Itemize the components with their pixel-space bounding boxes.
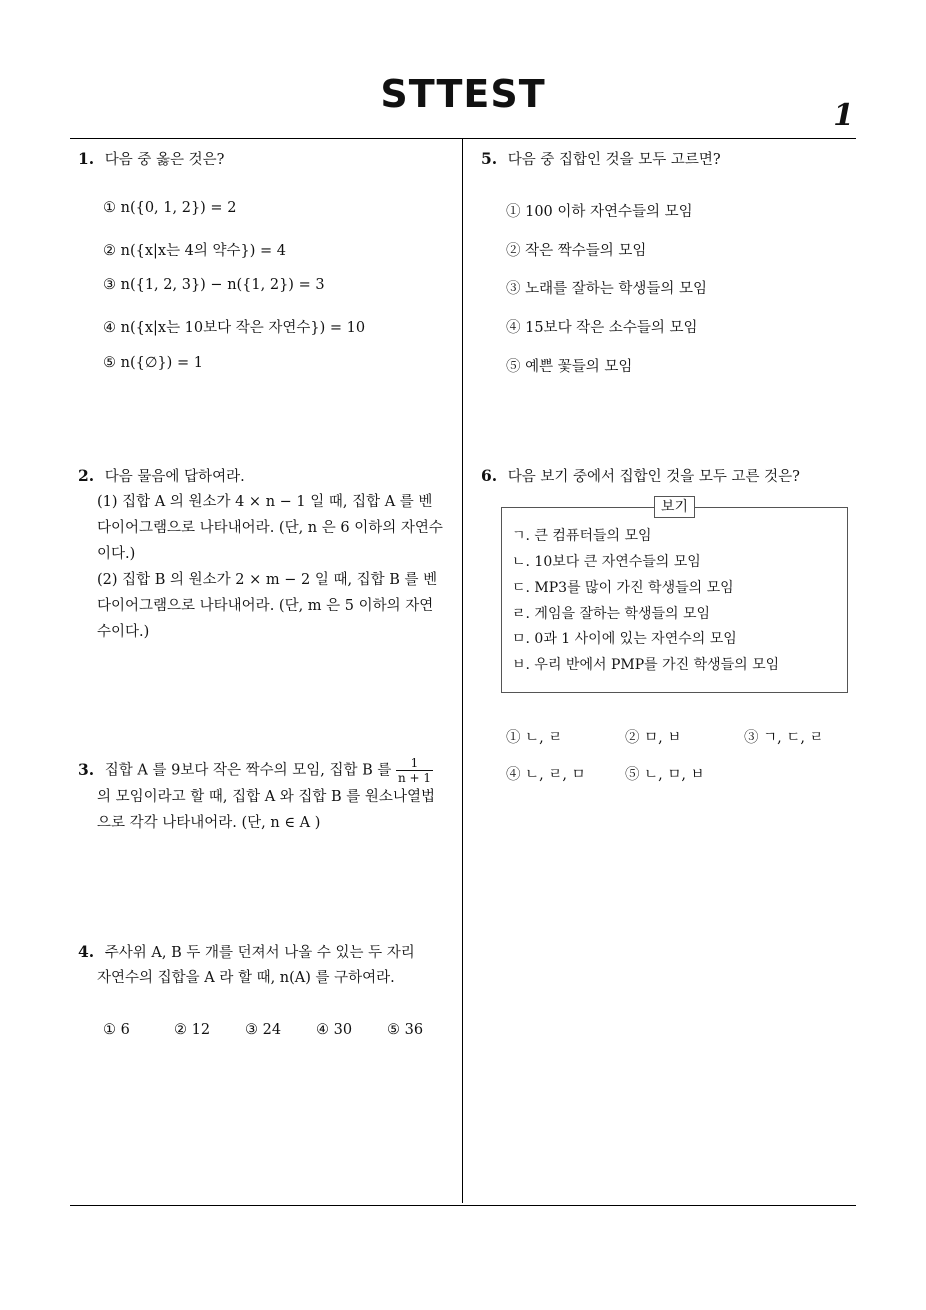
- q4-option-2[interactable]: ② 12: [174, 1022, 211, 1038]
- question-4-stem: [78, 939, 415, 966]
- example-item: ㄱ. 큰 컴퓨터들의 모임: [512, 528, 652, 544]
- body-line: 다이어그램으로 나타내어라. (단, n 은 6 이하의 자연수: [97, 520, 443, 536]
- body-line: 의 모임이라고 할 때, 집합 A 와 집합 B 를 원소나열법: [97, 789, 435, 805]
- example-item: ㅁ. 0과 1 사이에 있는 자연수의 모임: [512, 631, 737, 647]
- top-rule: [70, 138, 856, 139]
- q5-option-4[interactable]: ④ 15보다 작은 소수들의 모임: [506, 320, 698, 336]
- page-title: STTEST: [380, 72, 546, 116]
- fraction: [396, 756, 433, 785]
- q6-option-2[interactable]: ② ㅁ, ㅂ: [625, 730, 682, 746]
- bottom-rule: [70, 1205, 856, 1206]
- q4-option-3[interactable]: ③ 24: [245, 1022, 282, 1038]
- q1-option-2[interactable]: ② n({x|x는 4의 약수}) = 4: [103, 243, 287, 259]
- page-number: 1: [833, 98, 854, 133]
- question-6-stem: [481, 463, 800, 490]
- q6-option-1[interactable]: ① ㄴ, ㄹ: [506, 730, 563, 746]
- question-text: 주사위 A, B 두 개를 던져서 나올 수 있는 두 자리: [104, 945, 415, 961]
- body-line: 수이다.): [97, 624, 150, 640]
- example-box-label: 보기: [654, 496, 695, 518]
- q1-option-5[interactable]: ⑤ n({∅}) = 1: [103, 355, 203, 371]
- question-number: 1.: [78, 149, 95, 168]
- q5-option-3[interactable]: ③ 노래를 잘하는 학생들의 모임: [506, 281, 708, 297]
- q5-option-1[interactable]: ① 100 이하 자연수들의 모임: [506, 204, 693, 220]
- question-number: 5.: [481, 149, 498, 168]
- body-line: 으로 각각 나타내어라. (단, n ∈ A ): [97, 815, 321, 831]
- question-4-body: [97, 965, 457, 991]
- q4-option-1[interactable]: ① 6: [103, 1022, 130, 1038]
- q4-option-5[interactable]: ⑤ 36: [387, 1022, 424, 1038]
- question-3-stem: [78, 756, 433, 785]
- q6-option-4[interactable]: ④ ㄴ, ㄹ, ㅁ: [506, 767, 586, 783]
- body-line: 이다.): [97, 546, 136, 562]
- example-item: ㄹ. 게임을 잘하는 학생들의 모임: [512, 606, 711, 622]
- question-text: 다음 중 옳은 것은?: [104, 152, 225, 168]
- question-text: 다음 물음에 답하여라.: [104, 469, 245, 485]
- example-item: ㄷ. MP3를 많이 가진 학생들의 모임: [512, 580, 734, 596]
- question-3-body: [97, 784, 457, 836]
- body-line: 자연수의 집합을 A 라 할 때, n(A) 를 구하여라.: [97, 970, 395, 986]
- body-line: (2) 집합 B 의 원소가 2 × m − 2 일 때, 집합 B 를 벤: [97, 572, 438, 588]
- question-1-stem: [78, 146, 224, 173]
- question-number: 2.: [78, 466, 95, 485]
- example-item: ㄴ. 10보다 큰 자연수들의 모임: [512, 554, 701, 570]
- q1-option-3[interactable]: ③ n({1, 2, 3}) − n({1, 2}) = 3: [103, 277, 325, 293]
- question-5-stem: [481, 146, 721, 173]
- column-divider: [462, 139, 463, 1203]
- q4-option-4[interactable]: ④ 30: [316, 1022, 353, 1038]
- question-2-stem: [78, 463, 245, 490]
- q1-option-4[interactable]: ④ n({x|x는 10보다 작은 자연수}) = 10: [103, 320, 366, 336]
- question-2-body: [97, 489, 457, 645]
- body-line: (1) 집합 A 의 원소가 4 × n − 1 일 때, 집합 A 를 벤: [97, 494, 433, 510]
- question-number: 3.: [78, 759, 95, 779]
- q6-option-5[interactable]: ⑤ ㄴ, ㅁ, ㅂ: [625, 767, 705, 783]
- question-text: 다음 보기 중에서 집합인 것을 모두 고른 것은?: [507, 469, 800, 485]
- q5-option-5[interactable]: ⑤ 예쁜 꽃들의 모임: [506, 359, 633, 375]
- body-line: 다이어그램으로 나타내어라. (단, m 은 5 이하의 자연: [97, 598, 434, 614]
- fraction-numerator: 1: [396, 756, 433, 771]
- question-text: 집합 A 를 9보다 작은 짝수의 모임, 집합 B 를: [104, 762, 392, 779]
- q1-option-1[interactable]: ① n({0, 1, 2}) = 2: [103, 200, 237, 216]
- question-number: 6.: [481, 466, 498, 485]
- q5-option-2[interactable]: ② 작은 짝수들의 모임: [506, 243, 647, 259]
- example-item: ㅂ. 우리 반에서 PMP를 가진 학생들의 모임: [512, 657, 780, 673]
- fraction-denominator: n + 1: [397, 771, 432, 785]
- question-number: 4.: [78, 942, 95, 961]
- q6-option-3[interactable]: ③ ㄱ, ㄷ, ㄹ: [744, 730, 824, 746]
- question-text: 다음 중 집합인 것을 모두 고르면?: [507, 152, 721, 168]
